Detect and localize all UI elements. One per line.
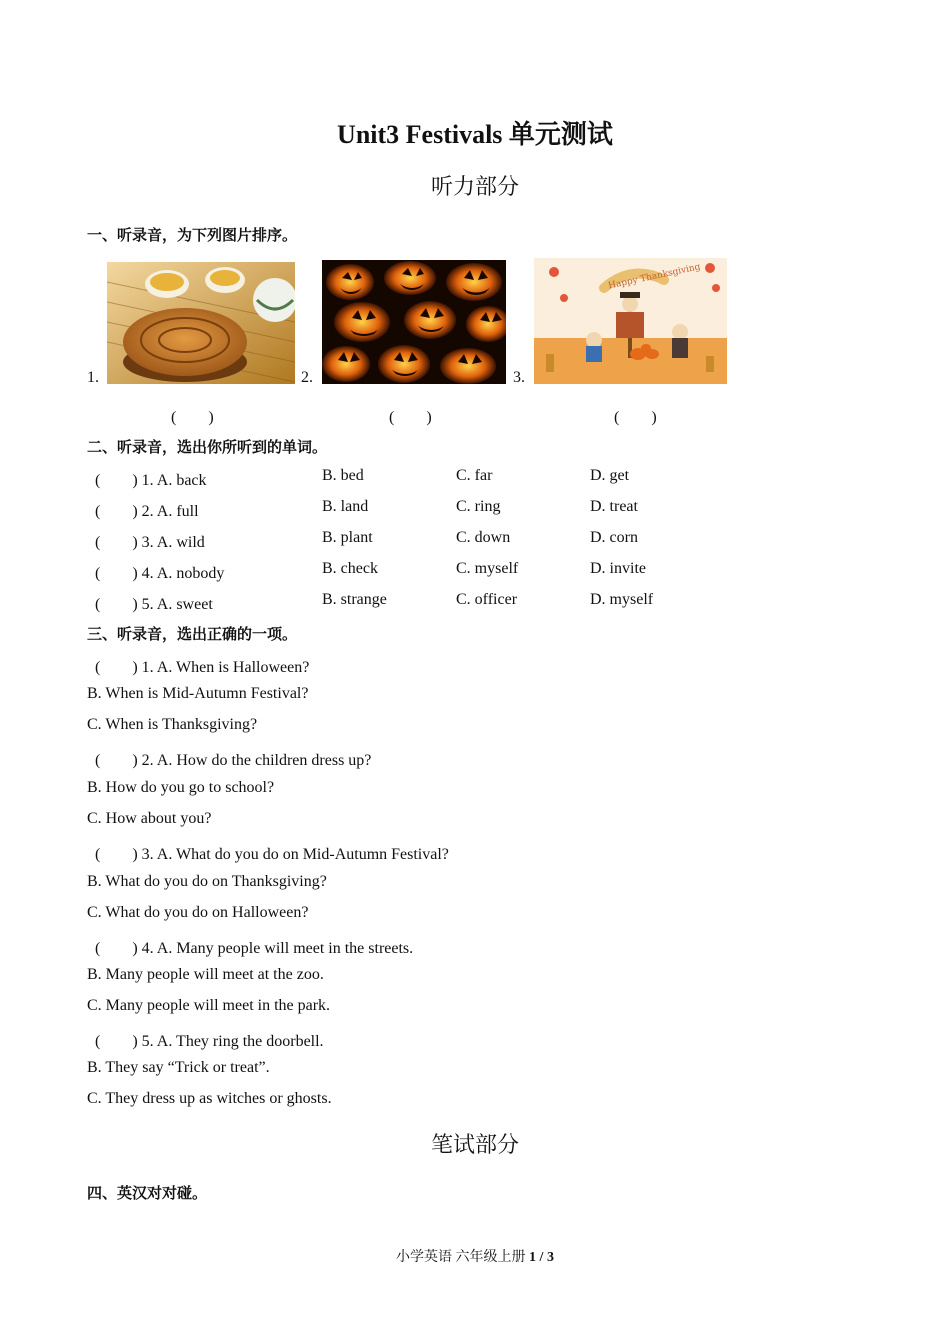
question-3-5-option-c: C. They dress up as witches or ghosts. (87, 1090, 332, 1107)
footer-text: 小学英语 六年级上册 (396, 1250, 530, 1265)
question-3-3-option-a[interactable]: ( ) 3. A. What do you do on Mid-Autumn Festival? (95, 846, 449, 863)
thanksgiving-banner-text: Happy Thanksgiving (607, 262, 702, 292)
footer-separator: / (536, 1250, 547, 1265)
question-3-2-option-b: B. How do you go to school? (87, 779, 275, 796)
image-3-number: 3. (513, 369, 525, 386)
question-2-3-option-b: B. plant (322, 529, 373, 546)
image-2-answer-blank[interactable]: ( ) (389, 409, 432, 426)
page-title: Unit3 Festivals 单元测试 (337, 120, 613, 149)
question-3-2-option-a[interactable]: ( ) 2. A. How do the children dress up? (95, 752, 372, 769)
image-3-answer-blank[interactable]: ( ) (614, 409, 657, 426)
writing-heading: 笔试部分 (430, 1133, 519, 1158)
thanksgiving-illustration-icon (534, 258, 727, 384)
image-1-answer-blank[interactable]: ( ) (171, 409, 214, 426)
question-3-3-option-b: B. What do you do on Thanksgiving? (87, 873, 327, 890)
image-1-number: 1. (87, 369, 99, 386)
section-1-heading: 一、听录音，为下列图片排序。 (87, 226, 298, 244)
question-3-3-option-c: C. What do you do on Halloween? (87, 904, 309, 921)
question-2-1-option-d: D. get (590, 467, 630, 484)
question-3-1-option-a[interactable]: ( ) 1. A. When is Halloween? (95, 659, 310, 676)
question-3-1-option-c: C. When is Thanksgiving? (87, 716, 258, 733)
question-3-4-option-a[interactable]: ( ) 4. A. Many people will meet in the streets. (95, 940, 414, 957)
question-3-2-option-c: C. How about you? (87, 810, 212, 827)
question-2-2-option-a[interactable]: ( ) 2. A. full (95, 503, 199, 520)
question-2-4-option-b: B. check (322, 560, 378, 577)
question-2-3-option-c: C. down (456, 529, 511, 546)
question-2-5-option-b: B. strange (322, 591, 387, 608)
mooncake-photo-icon (107, 262, 295, 384)
section-4-heading: 四、英汉对对碰。 (87, 1184, 208, 1202)
image-2-number: 2. (301, 369, 313, 386)
question-2-3-option-d: D. corn (590, 529, 638, 546)
question-2-2-option-b: B. land (322, 498, 369, 515)
question-2-1-option-a[interactable]: ( ) 1. A. back (95, 472, 207, 489)
question-3-4-option-b: B. Many people will meet at the zoo. (87, 966, 324, 983)
question-2-1-option-b: B. bed (322, 467, 364, 484)
question-3-1-option-b: B. When is Mid-Autumn Festival? (87, 685, 309, 702)
question-2-2-option-c: C. ring (456, 498, 501, 515)
footer-page-total: 3 (546, 1250, 554, 1265)
question-2-5-option-a[interactable]: ( ) 5. A. sweet (95, 596, 213, 613)
question-2-4-option-c: C. myself (456, 560, 519, 577)
page-footer (0, 1246, 950, 1266)
listening-heading: 听力部分 (430, 175, 519, 200)
question-3-5-option-a[interactable]: ( ) 5. A. They ring the doorbell. (95, 1033, 324, 1050)
question-2-2-option-d: D. treat (590, 498, 638, 515)
question-3-5-option-b: B. They say “Trick or treat”. (87, 1059, 270, 1076)
question-3-4-option-c: C. Many people will meet in the park. (87, 997, 331, 1014)
jack-o-lanterns-photo-icon (322, 260, 506, 384)
section-3-heading: 三、听录音，选出正确的一项。 (87, 625, 298, 643)
question-2-5-option-c: C. officer (456, 591, 518, 608)
question-2-4-option-a[interactable]: ( ) 4. A. nobody (95, 565, 225, 582)
question-2-1-option-c: C. far (456, 467, 493, 484)
question-2-3-option-a[interactable]: ( ) 3. A. wild (95, 534, 205, 551)
footer-page-number: 1 (529, 1250, 537, 1265)
question-2-4-option-d: D. invite (590, 560, 646, 577)
question-2-5-option-d: D. myself (590, 591, 654, 608)
section-2-heading: 二、听录音，选出你所听到的单词。 (87, 438, 328, 456)
